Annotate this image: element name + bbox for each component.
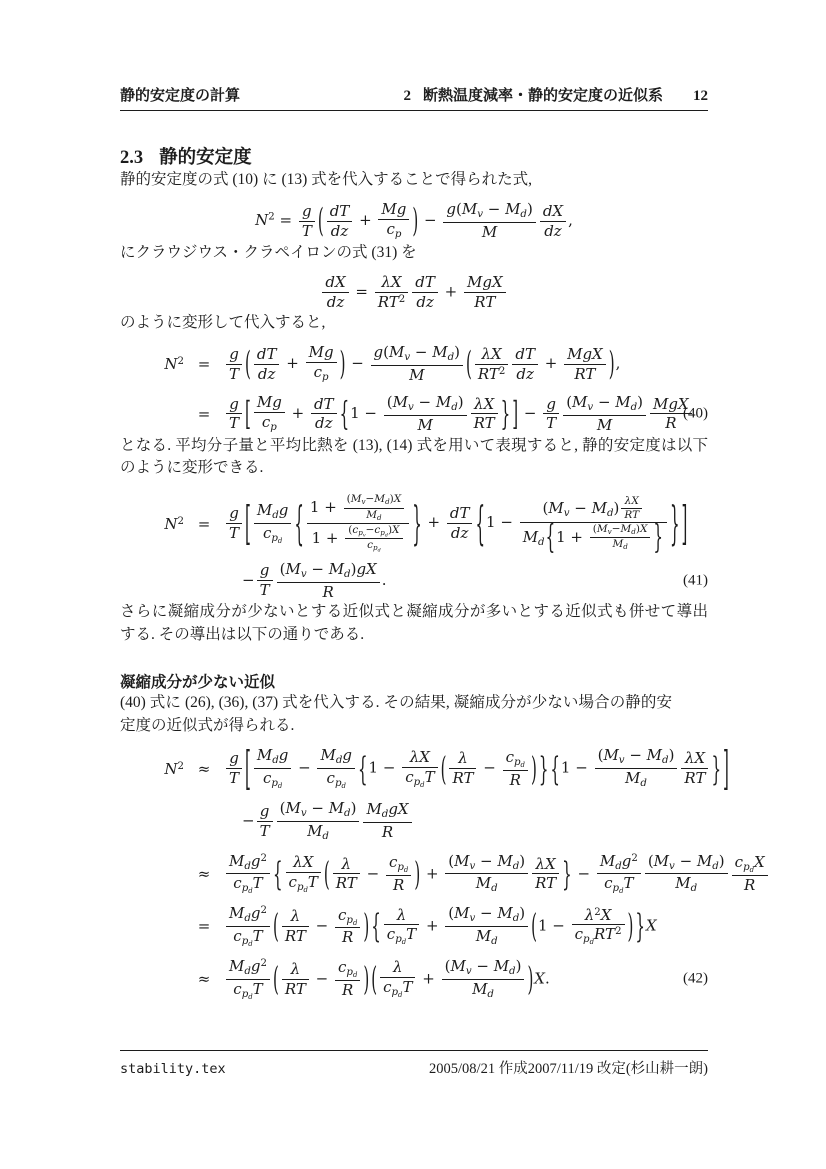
running-title: 静的安定度の計算 bbox=[120, 87, 241, 104]
equation-42 bbox=[120, 741, 765, 1001]
approx-sign: ≈ bbox=[197, 759, 211, 778]
equation-40-rhs-2: $\frac{g}{T}$ [ $\frac{Mg}{c_p}$ + $\frac{dT}{dz}$ {1 − $\frac{(M_v - M_d)}{M}$ $\frac{\lambda X}{RT}$ } ] − $\frac{g}{T}$ $\frac{(M_v - M_d)}{M}$ $\frac{\text{MgX}}{R}$ bbox=[224, 393, 694, 435]
footer-revision-note: 2005/08/21 作成2007/11/19 改定(杉山耕一朗) bbox=[429, 1061, 708, 1077]
equation-42-rhs-3: $\frac{M_dg^2}{c_{p_d}T}$ { $\frac{\lambda X}{c_{p_d}T}$ ( $\frac{\lambda}{RT}$ − $\frac{c_{p_d}}{R}$ ) + $\frac{(M_v - M_d)}{M_d}$ $\frac{\lambda X}{RT}$ } − $\frac{M_dg^2}{c_{p_d}T}$ $\frac{(M_v - M_d)}{M_d}$ $\frac{c_{p_d}X}{R}$ bbox=[224, 852, 770, 897]
equation-n2-basic bbox=[120, 200, 708, 242]
header-rule bbox=[120, 110, 708, 111]
page-header bbox=[120, 84, 708, 105]
equation-42-line-5 bbox=[148, 957, 708, 1002]
footer-rule bbox=[120, 1050, 708, 1051]
equals-sign: = bbox=[197, 355, 211, 374]
section-title: 静的安定度 bbox=[159, 146, 252, 167]
equation-clausius-clapeyron bbox=[120, 273, 708, 312]
equation-41 bbox=[120, 493, 708, 601]
approx-sign: ≈ bbox=[197, 864, 211, 883]
paragraph-2: にクラウジウス・クラペイロンの式 (31) を bbox=[120, 244, 417, 262]
paragraph-1: 静的安定度の式 (10) に (13) 式を代入することで得られた式, bbox=[120, 171, 533, 188]
equation-42-rhs-1: $\frac{g}{T}$ [ $\frac{M_dg}{c_{p_d}}$ − $\frac{M_dg}{c_{p_d}}$ {1 − $\frac{\lambda X}{c_{p_d}T}$ ( $\frac{\lambda}{RT}$ − $\frac{c_{p_d}}{R}$ ) } {1 − $\frac{(M_v - M_d)}{M_d}$ $\frac{\lambda X}{RT}$ } ] bbox=[224, 746, 730, 791]
approx-sign: ≈ bbox=[197, 970, 211, 989]
equation-42-tag: (42) bbox=[683, 970, 708, 987]
equation-42-rhs-2: − $\frac{g}{T}$ $\frac{(M_v - M_d)}{M_d}$ $\frac{M_dgX}{R}$ bbox=[242, 799, 414, 844]
equals-sign: = bbox=[197, 514, 211, 533]
page-content bbox=[120, 84, 765, 1001]
equation-41-rhs-1: $\frac{g}{T}$ [ $\frac{M_dg}{c_{p_d}}$ { 1 + $\frac{(M_v-M_d)X}{M_d}$ 1 + $\frac{(c_{p_v}-c_{p_d})X}{c_{p_d}}$ } + $\frac{dT}{dz}$ {1 − $(M_v - M_d)$ $\frac{\lambda X}{RT}$ $M_d\{1$ + $\frac{(M_v-M_d)X}{M_d}$ } } ] bbox=[224, 493, 688, 553]
equation-42-line-1 bbox=[148, 741, 729, 797]
equation-40-line-2 bbox=[148, 393, 708, 435]
equation-41-lhs: $N^2$ bbox=[164, 514, 184, 533]
equation-42-lhs: $N^2$ bbox=[164, 759, 184, 778]
equals-sign: = bbox=[197, 404, 211, 423]
paragraph-3: のように変形して代入すると, bbox=[120, 313, 326, 331]
equation-40-lhs: $N^2$ bbox=[164, 355, 184, 374]
footer-row bbox=[120, 1057, 708, 1078]
page-footer bbox=[120, 1050, 708, 1078]
chapter-title: 断熱温度減率・静的安定度の近似系 bbox=[422, 87, 663, 104]
equation-42-rhs-5: $\frac{M_dg^2}{c_{p_d}T}$ ( $\frac{\lambda}{RT}$ − $\frac{c_{p_d}}{R}$ ) ( $\frac{\lambda}{c_{p_d}T}$ + $\frac{(M_v - M_d)}{M_d}$ )X. bbox=[224, 957, 550, 1002]
equation-42-line-4 bbox=[148, 904, 708, 949]
paragraph-4: となる. 平均分子量と平均比熱を (13), (14) 式を用いて表現すると, 静的安定度は以下のように変形できる. bbox=[120, 436, 708, 477]
equation-41-line-2 bbox=[148, 560, 708, 602]
footer-filename: stability.tex bbox=[120, 1061, 226, 1077]
equation-42-rhs-4: $\frac{M_dg^2}{c_{p_d}T}$ ( $\frac{\lambda}{RT}$ − $\frac{c_{p_d}}{R}$ ) { $\frac{\lambda}{c_{p_d}T}$ + $\frac{(M_v - M_d)}{M_d}$ (1 − $\frac{\lambda^2X}{c_{p_d}RT^2}$ ) }X bbox=[224, 904, 657, 949]
chapter-heading bbox=[403, 84, 663, 105]
equation-40-line-1 bbox=[148, 343, 708, 385]
equation-41-rhs-2: − $\frac{g}{T}$ $\frac{(M_v - M_d)gX}{R}$ . bbox=[242, 559, 387, 601]
equation-n2-basic-math: $N^2$ = $\frac{g}{T}$ ( $\frac{dT}{dz}$ + $\frac{Mg}{c_p}$ ) − $\frac{g(M_v - M_d)}{M}$ $\frac{dX}{dz}$ , bbox=[255, 200, 573, 242]
equation-40 bbox=[120, 343, 708, 434]
page-number: 12 bbox=[693, 88, 708, 104]
equation-41-tag: (41) bbox=[683, 572, 708, 589]
chapter-number: 2 bbox=[403, 88, 411, 104]
equation-40-tag: (40) bbox=[683, 405, 708, 422]
equation-42-line-2 bbox=[148, 799, 708, 844]
equation-40-rhs-1: $\frac{g}{T}$ ( $\frac{dT}{dz}$ + $\frac{Mg}{c_p}$ ) − $\frac{g(M_v - M_d)}{M}$ ( $\frac{\lambda X}{RT^2}$ $\frac{dT}{dz}$ + $\frac{\text{MgX}}{RT}$ ), bbox=[224, 343, 620, 385]
equation-42-line-3 bbox=[148, 851, 765, 897]
equation-41-line-1 bbox=[148, 493, 708, 557]
paragraph-6: (40) 式に (26), (36), (37) 式を代入する. その結果, 凝縮成分が少ない場合の静的安定度の近似式が得られる. bbox=[120, 694, 672, 734]
paragraph-5: さらに凝縮成分が少ないとする近似式と凝縮成分が多いとする近似式も併せて導出する. その導出は以下の通りである. bbox=[120, 603, 708, 643]
subsection-heading: 凝縮成分が少ない近似 bbox=[120, 674, 276, 692]
equals-sign: = bbox=[197, 917, 211, 936]
equation-dxdz-math: $\frac{dX}{dz}$ = $\frac{\lambda X}{RT^2}$ $\frac{dT}{dz}$ + $\frac{\text{MgX}}{RT}$ bbox=[320, 273, 507, 312]
section-heading bbox=[120, 143, 708, 169]
section-number: 2.3 bbox=[120, 148, 144, 168]
